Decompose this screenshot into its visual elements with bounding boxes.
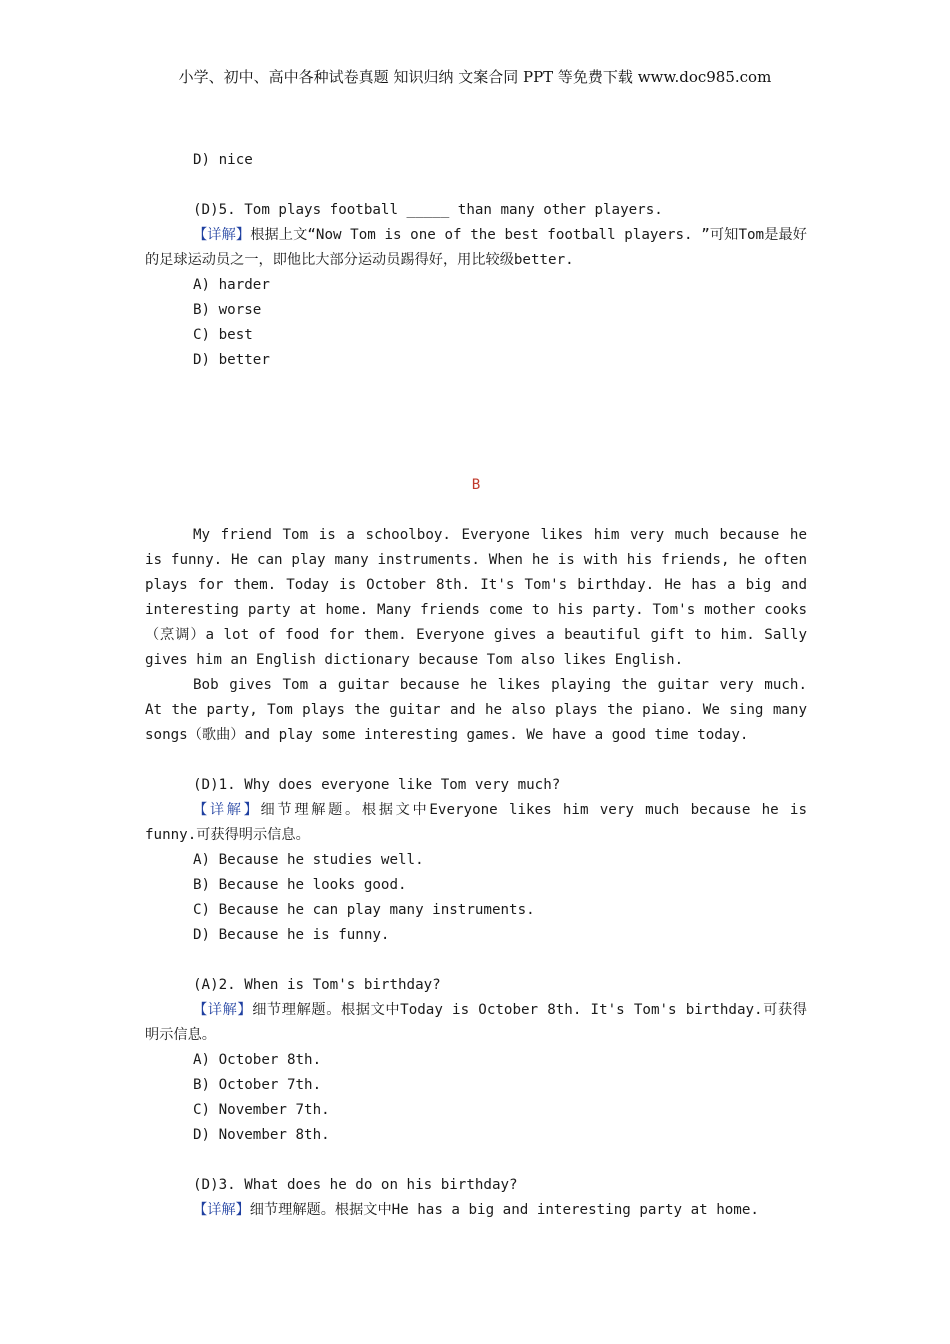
detail-tag: 【详解】 xyxy=(193,227,251,243)
b2-option-c: C) November 7th. xyxy=(193,1102,330,1118)
passage-paragraph-1: My friend Tom is a schoolboy. Everyone likes him very much because he is funny. He can play many instruments. When he is with his friends, he often plays for them. Today is October 8th. It's Tom's birthday. He has a big and interesting party at home. Many friends come to his party. Tom's mother cooks（烹调）a lot of food for them. Everyone gives a beautiful gift to him. Sally gives him an English dictionary because Tom also likes English. xyxy=(145,527,807,668)
q5-option-c: C) best xyxy=(193,327,253,343)
detail-tag: 【详解】 xyxy=(193,1002,253,1018)
detail-text: 细节理解题。根据文中Everyone likes him very much because he is funny.可获得明示信息。 xyxy=(145,802,807,843)
b1-option-d: D) Because he is funny. xyxy=(193,927,390,943)
question-b3-detail xyxy=(145,1198,807,1223)
q5-option-b: B) worse xyxy=(193,302,262,318)
question-5-detail xyxy=(145,223,807,273)
question-b2-stem: (A)2. When is Tom's birthday? xyxy=(193,977,441,993)
option-d-prev: D) nice xyxy=(193,152,253,168)
question-b1-stem: (D)1. Why does everyone like Tom very much? xyxy=(193,777,561,793)
b2-option-b: B) October 7th. xyxy=(193,1077,322,1093)
b1-option-a: A) Because he studies well. xyxy=(193,852,424,868)
b2-option-a: A) October 8th. xyxy=(193,1052,322,1068)
question-b1-detail xyxy=(145,798,807,848)
question-b3-stem: (D)3. What does he do on his birthday? xyxy=(193,1177,518,1193)
b1-option-b: B) Because he looks good. xyxy=(193,877,407,893)
question-5-stem: (D)5. Tom plays football _____ than many other players. xyxy=(193,202,663,218)
document-body xyxy=(145,148,807,1223)
passage-paragraph-2: Bob gives Tom a guitar because he likes playing the guitar very much. At the party, Tom plays the guitar and he also plays the piano. We sing many songs（歌曲）and play some interesting games. We have a good time today. xyxy=(145,677,807,743)
detail-text: 细节理解题。根据文中He has a big and interesting party at home. xyxy=(249,1202,759,1218)
detail-tag: 【详解】 xyxy=(193,1202,250,1218)
question-b2-detail xyxy=(145,998,807,1048)
q5-option-a: A) harder xyxy=(193,277,270,293)
page-header: 小学、初中、高中各种试卷真题 知识归纳 文案合同 PPT 等免费下载 www.doc985.com xyxy=(178,68,772,86)
q5-option-d: D) better xyxy=(193,352,270,368)
section-title: B xyxy=(471,477,481,493)
detail-text: 细节理解题。根据文中Today is October 8th. It's Tom's birthday.可获得明示信息。 xyxy=(145,1002,807,1043)
detail-tag: 【详解】 xyxy=(193,802,261,818)
b1-option-c: C) Because he can play many instruments. xyxy=(193,902,535,918)
detail-text: 根据上文“Now Tom is one of the best football players. ”可知Tom是最好的足球运动员之一，即他比大部分运动员踢得好，用比较级better. xyxy=(145,227,807,268)
b2-option-d: D) November 8th. xyxy=(193,1127,330,1143)
